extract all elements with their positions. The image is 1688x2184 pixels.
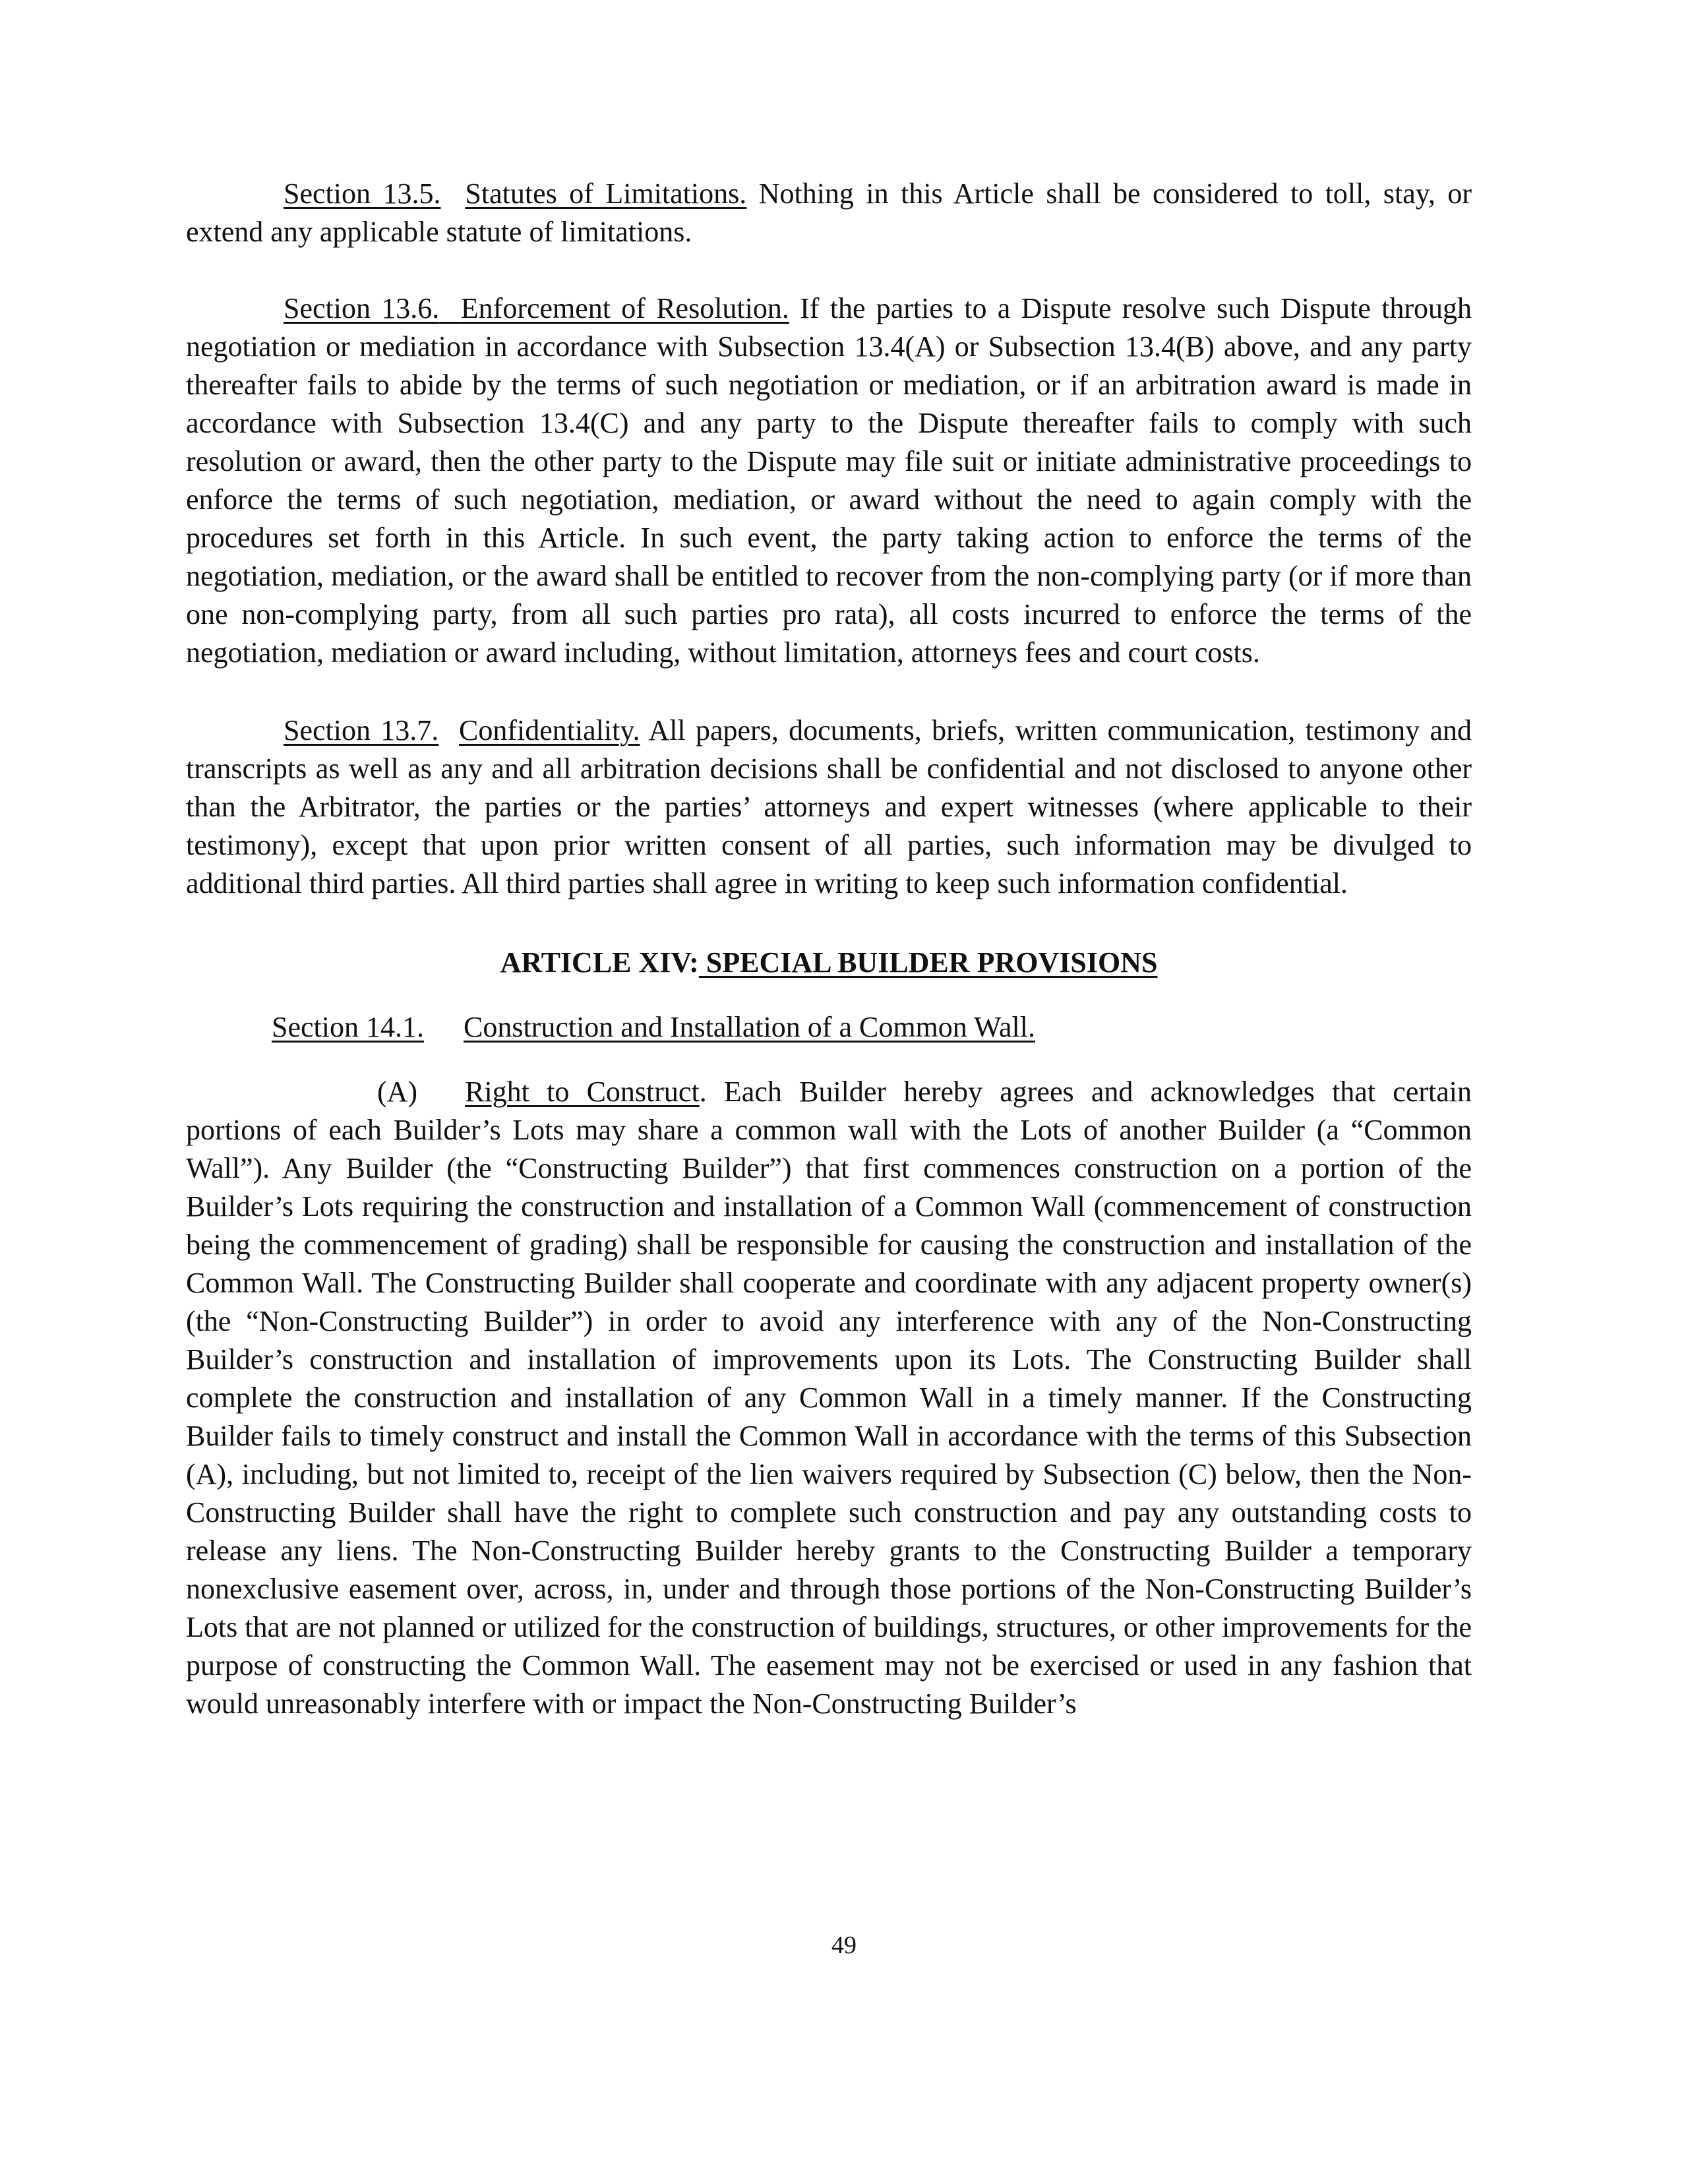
section-13-5-number: Section 13.5. [284, 177, 441, 210]
section-13-6-title: Enforcement of Resolution. [460, 292, 789, 324]
page-number: 49 [831, 1931, 857, 1959]
article-heading [186, 944, 1472, 982]
section-14-1-heading [186, 1008, 1472, 1046]
article-label: ARTICLE XIV: [500, 946, 699, 979]
section-13-7 [186, 712, 1472, 903]
section-13-5-body: Nothing in this Article shall be considered to toll, stay, or extend any applicable statute of limitations. [186, 177, 1472, 248]
section-13-5-title: Statutes of Limitations. [465, 177, 747, 210]
section-13-6-body: If the parties to a Dispute resolve such Dispute through negotiation or mediation in accordance with Subsection 13.4(A) or Subsection 13.4(B) above, and any party thereafter fails to abide by the terms of such negotiation or mediation, or if an arbitration award is made in accordance with Subsection 13.4(C) and any party to the Dispute thereafter fails to comply with such resolution or award, then the other party to the Dispute may file suit or initiate administrative proceedings to enforce the terms of such negotiation, mediation, or award without the need to again comply with the procedures set forth in this Article. In such event, the party taking action to enforce the terms of the negotiation, mediation, or the award shall be entitled to recover from the non-complying party (or if more than one non-complying party, from all such parties pro rata), all costs incurred to enforce the terms of the negotiation, mediation or award including, without limitation, attorneys fees and court costs. [186, 292, 1472, 669]
section-13-6-number: Section 13.6. [284, 292, 440, 324]
section-13-5 [186, 175, 1472, 251]
subsection-a [186, 1073, 1472, 1723]
section-13-7-body: All papers, documents, briefs, written communication, testimony and transcripts as well as any and all arbitration decisions shall be confidential and not disclosed to anyone other than the Arbitrator, the parties or the parties’ attorneys and expert witnesses (where applicable to their testimony), except that upon prior written consent of all parties, such information may be divulged to additional third parties. All third parties shall agree in writing to keep such information confidential. [186, 714, 1472, 899]
section-13-6 [186, 289, 1472, 672]
section-13-7-title: Confidentiality. [458, 714, 640, 746]
article-title: SPECIAL BUILDER PROVISIONS [698, 946, 1158, 979]
section-13-7-number: Section 13.7. [284, 714, 439, 746]
subsection-a-body: . Each Builder hereby agrees and acknowledges that certain portions of each Builder’s Lots may share a common wall with the Lots of another Builder (a “Common Wall”). Any Builder (the “Constructing Builder”) that first commences construction on a portion of the Builder’s Lots requiring the construction and installation of a Common Wall (commencement of construction being the commencement of grading) shall be responsible for causing the construction and installation of the Common Wall. The Constructing Builder shall cooperate and coordinate with any adjacent property owner(s) (the “Non-Constructing Builder”) in order to avoid any interference with any of the Non-Constructing Builder’s construction and installation of improvements upon its Lots. The Constructing Builder shall complete the construction and installation of any Common Wall in a timely manner. If the Constructing Builder fails to timely construct and install the Common Wall in accordance with the terms of this Subsection (A), including, but not limited to, receipt of the lien waivers required by Subsection (C) below, then the Non-Constructing Builder shall have the right to complete such construction and pay any outstanding costs to release any liens. The Non-Constructing Builder hereby grants to the Constructing Builder a temporary nonexclusive easement over, across, in, under and through those portions of the Non-Constructing Builder’s Lots that are not planned or utilized for the construction of buildings, structures, or other improvements for the purpose of constructing the Common Wall. The easement may not be exercised or used in any fashion that would unreasonably interfere with or impact the Non-Constructing Builder’s [186, 1076, 1472, 1720]
section-14-1-number: Section 14.1. [272, 1011, 424, 1043]
subsection-a-marker: (A) [377, 1076, 418, 1108]
subsection-a-title: Right to Construct [465, 1076, 700, 1108]
document-page [186, 175, 1472, 1723]
section-14-1-title: Construction and Installation of a Common Wall. [463, 1011, 1035, 1043]
